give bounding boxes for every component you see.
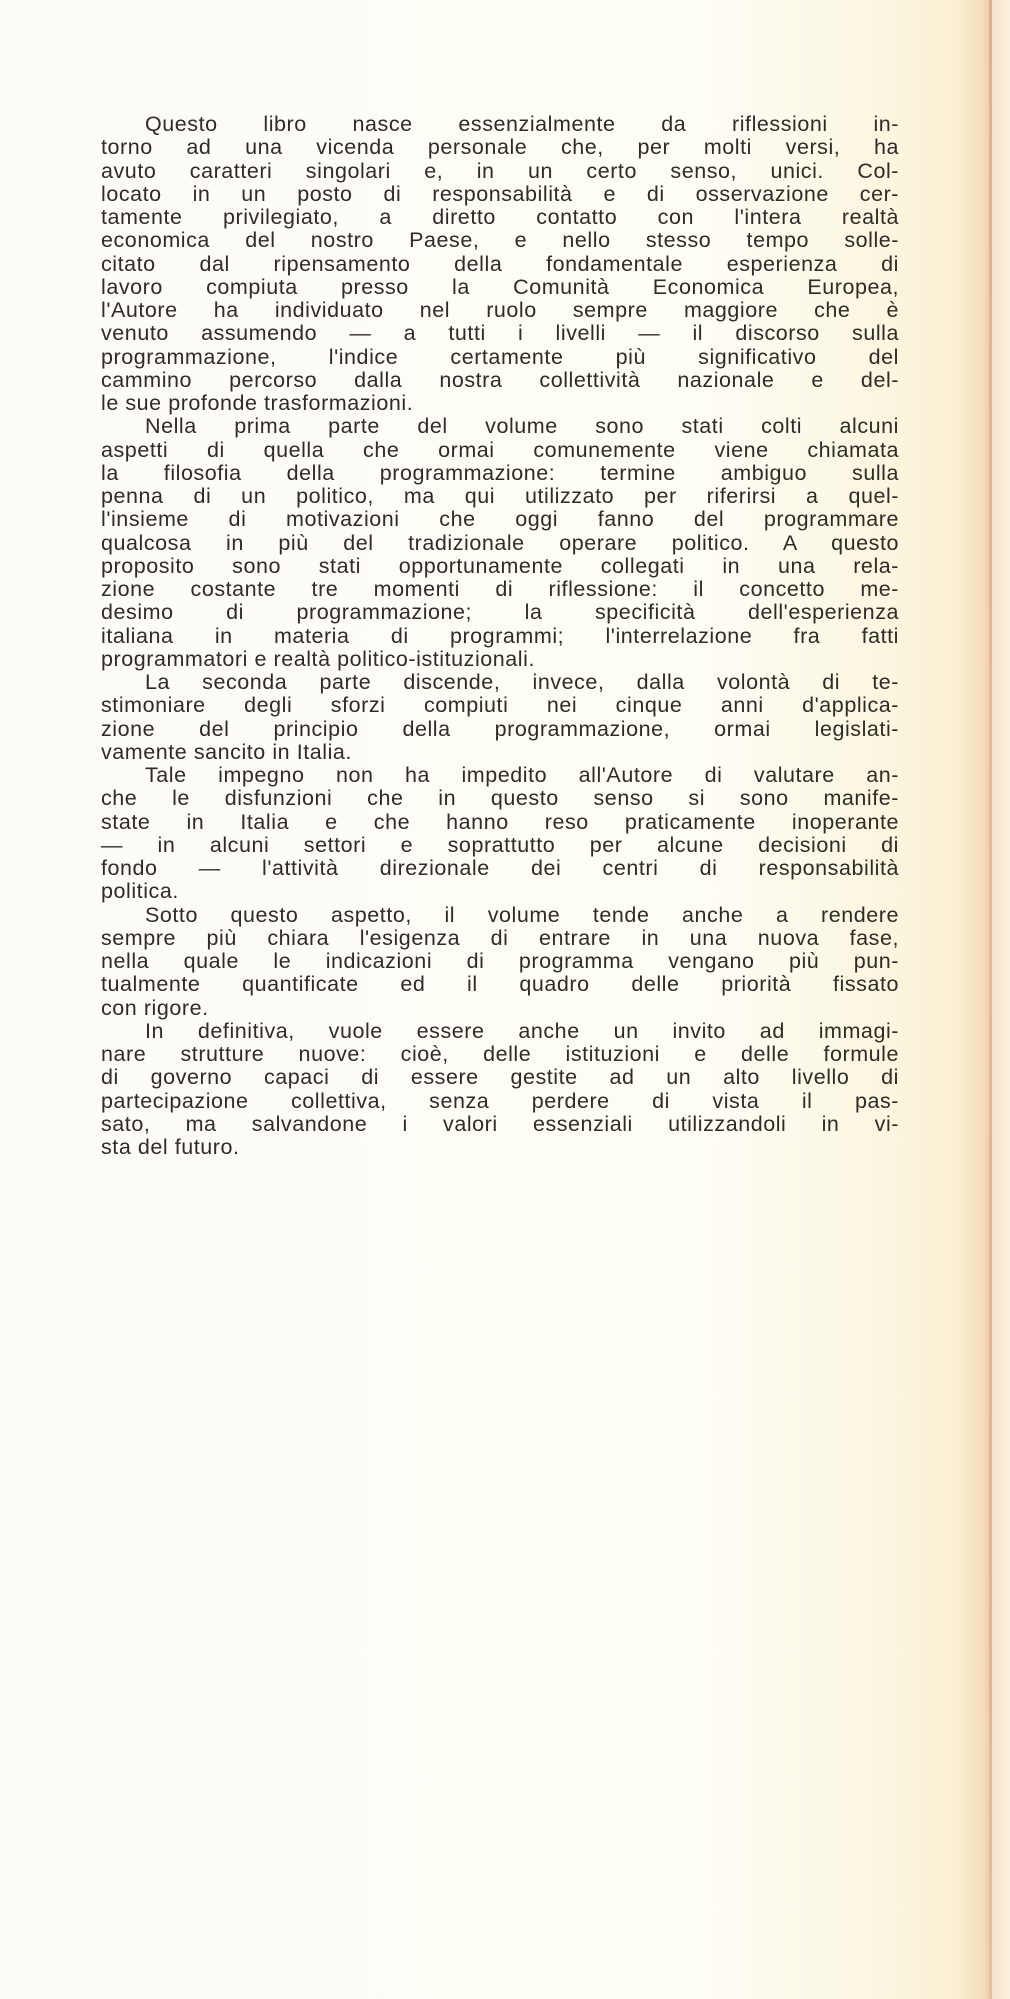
text-line: di governo capaci di essere gestite ad un alto livello di: [101, 1065, 899, 1090]
text-line: zione costante tre momenti di riflessione: il concetto me-: [101, 577, 899, 601]
text-line: le sue profonde trasformazioni.: [101, 391, 414, 415]
text-line: citato dal ripensamento della fondamentale esperienza di: [101, 251, 899, 276]
text-line: avuto caratteri singolari e, in un certo senso, unici. Col-: [101, 158, 899, 183]
text-line: stimoniare degli sforzi compiuti nei cinque anni d'applica-: [101, 693, 899, 718]
text-line: con rigore.: [101, 995, 209, 1020]
text-line: Tale impegno non ha impedito all'Autore di valutare an-: [145, 763, 899, 787]
text-line: lavoro compiuta presso la Comunità Economica Europea,: [101, 274, 899, 299]
text-line: In definitiva, vuole essere anche un invito ad immagi-: [145, 1018, 899, 1043]
text-line: programmatori e realtà politico-istituzionali.: [101, 646, 535, 671]
text-line: venuto assumendo — a tutti i livelli — il discorso sulla: [101, 321, 899, 346]
text-line: Sotto questo aspetto, il volume tende anche a rendere: [145, 902, 899, 927]
paragraph: [101, 671, 899, 764]
text-line: torno ad una vicenda personale che, per molti versi, ha: [101, 135, 899, 160]
text-line: l'insieme di motivazioni che oggi fanno del programmare: [101, 507, 899, 532]
text-line: nare strutture nuove: cioè, delle istituzioni e delle formule: [101, 1042, 899, 1066]
text-line: Questo libro nasce essenzialmente da riflessioni in-: [145, 112, 899, 136]
text-line: — in alcuni settori e soprattutto per alcune decisioni di: [101, 832, 899, 857]
text-line: penna di un politico, ma qui utilizzato per riferirsi a quel-: [101, 484, 899, 508]
text-line: locato in un posto di responsabilità e di osservazione cer-: [101, 181, 899, 206]
text-line: vamente sancito in Italia.: [101, 739, 352, 764]
text-line: programmazione, l'indice certamente più significativo del: [101, 344, 899, 369]
paragraph: [101, 113, 899, 415]
text-line: fondo — l'attività direzionale dei centri di responsabilità: [101, 856, 899, 880]
text-line: cammino percorso dalla nostra collettività nazionale e del-: [101, 367, 899, 392]
text-line: La seconda parte discende, invece, dalla volontà di te-: [145, 670, 899, 694]
text-line: partecipazione collettiva, senza perdere di vista il pas-: [101, 1088, 899, 1113]
text-line: che le disfunzioni che in questo senso si sono manife-: [101, 786, 899, 811]
body-text: [101, 113, 899, 1159]
paragraph: [101, 764, 899, 904]
text-line: economica del nostro Paese, e nello stesso tempo solle-: [101, 228, 899, 253]
text-line: aspetti di quella che ormai comunemente viene chiamata: [101, 437, 899, 462]
text-line: politica.: [101, 879, 179, 904]
paragraph: [101, 415, 899, 671]
text-line: zione del principio della programmazione, ormai legislati-: [101, 716, 899, 741]
page-edge-shadow: [992, 0, 1010, 1999]
paragraph: [101, 904, 899, 1020]
paragraph: [101, 1020, 899, 1160]
text-line: sempre più chiara l'esigenza di entrare in una nuova fase,: [101, 925, 899, 950]
text-line: sta del futuro.: [101, 1135, 240, 1159]
text-line: tualmente quantificate ed il quadro delle priorità fissato: [101, 972, 899, 997]
text-line: sato, ma salvandone i valori essenziali utilizzandoli in vi-: [101, 1111, 899, 1136]
text-line: desimo di programmazione; la specificità dell'esperienza: [101, 600, 899, 625]
text-line: nella quale le indicazioni di programma vengano più pun-: [101, 949, 899, 973]
text-line: l'Autore ha individuato nel ruolo sempre maggiore che è: [101, 298, 899, 322]
text-line: state in Italia e che hanno reso praticamente inoperante: [101, 809, 899, 834]
text-line: italiana in materia di programmi; l'interrelazione fra fatti: [101, 623, 899, 648]
page-edge: [989, 0, 992, 1999]
text-line: proposito sono stati opportunamente collegati in una rela-: [101, 553, 899, 578]
text-line: qualcosa in più del tradizionale operare politico. A questo: [101, 530, 899, 555]
text-line: la filosofia della programmazione: termine ambiguo sulla: [101, 460, 899, 485]
text-line: Nella prima parte del volume sono stati colti alcuni: [145, 414, 899, 439]
text-line: tamente privilegiato, a diretto contatto con l'intera realtà: [101, 205, 899, 229]
